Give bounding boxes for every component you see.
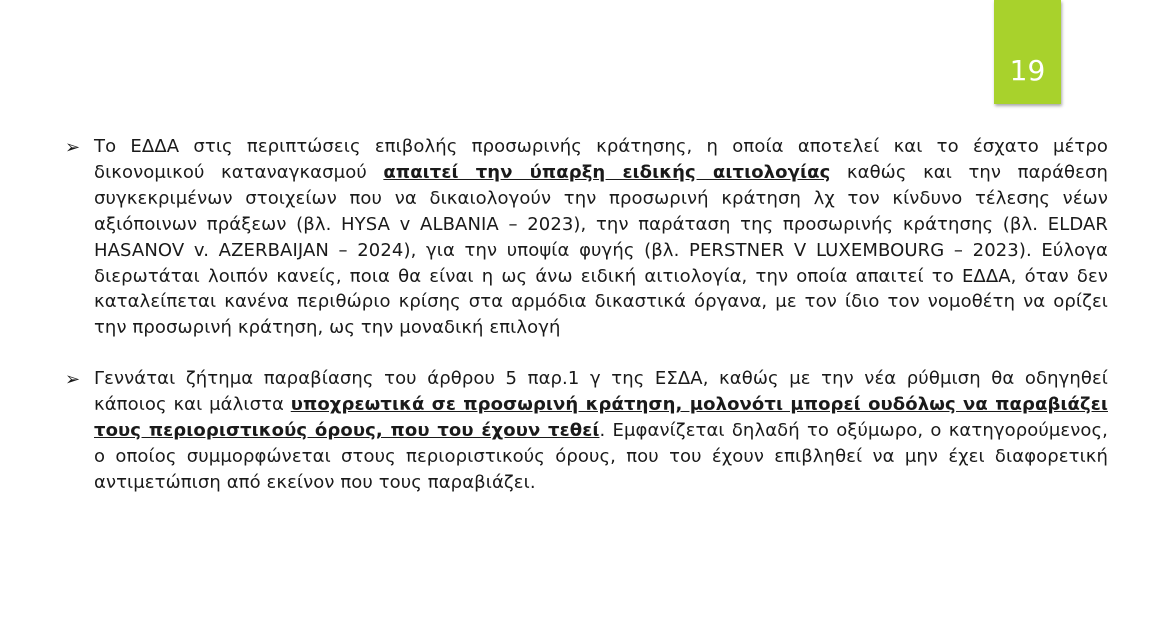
- bullet-item: [64, 134, 1108, 341]
- bullet-emphasis: υποχρεωτικά σε προσωρινή κράτηση, μολονότι μπορεί ουδόλως να παραβιάζει τους περιοριστικούς όρους, που του έχουν τεθεί: [94, 394, 1108, 442]
- bullet-item: [64, 366, 1108, 496]
- arrow-bullet-icon: ➢: [65, 369, 81, 391]
- bullet-emphasis: απαιτεί την ύπαρξη ειδικής αιτιολογίας: [383, 161, 831, 183]
- bullet-text: καθώς και την παράθεση συγκεκριμένων στοιχείων που να δικαιολογούν την προσωρινή κράτηση λχ τον κίνδυνο τέλεσης νέων αξιόποινων πράξεων (βλ. HYSA v ALBANIA – 2023), την παράταση της προσωρινής κράτησης (βλ. ELDAR HASANOV v. AZERBAIJAN – 2024), για την υποψία φυγής (βλ. PERSTNER V LUXEMBOURG – 2023). Εύλογα διερωτάται λοιπόν κανείς, ποια θα είναι η ως άνω ειδική αιτιολογία, την οποία απαιτεί το ΕΔΔΑ, όταν δεν καταλείπεται κανένα περιθώριο κρίσης στα αρμόδια δικαστικά όργανα, με τον ίδιο τον νομοθέτη να ορίζει την προσωρινή κράτηση, ως την μοναδική επιλογή: [94, 161, 1108, 339]
- bullet-text: . Εμφανίζεται δηλαδή το οξύμωρο, ο κατηγορούμενος, ο οποίος συμμορφώνεται στους περιοριστικούς όρους, που του έχουν επιβληθεί να μην έχει διαφορετική αντιμετώπιση από εκείνον που τους παραβιάζει.: [94, 420, 1108, 493]
- slide-body: [64, 134, 1108, 496]
- page-number: 19: [1009, 54, 1046, 87]
- arrow-bullet-icon: ➢: [65, 137, 81, 158]
- page-number-badge: [994, 0, 1061, 104]
- bullet-text: Γεννάται ζήτημα παραβίασης του άρθρου 5 παρ.1 γ της ΕΣΔΑ, καθώς με την νέα ρύθμιση θα οδηγηθεί κάποιος και μάλιστα: [94, 368, 1108, 416]
- bullet-text: Το ΕΔΔΑ στις περιπτώσεις επιβολής προσωρινής κράτησης, η οποία αποτελεί και το έσχατο μέτρο δικονομικού καταναγκασμού: [94, 136, 1108, 183]
